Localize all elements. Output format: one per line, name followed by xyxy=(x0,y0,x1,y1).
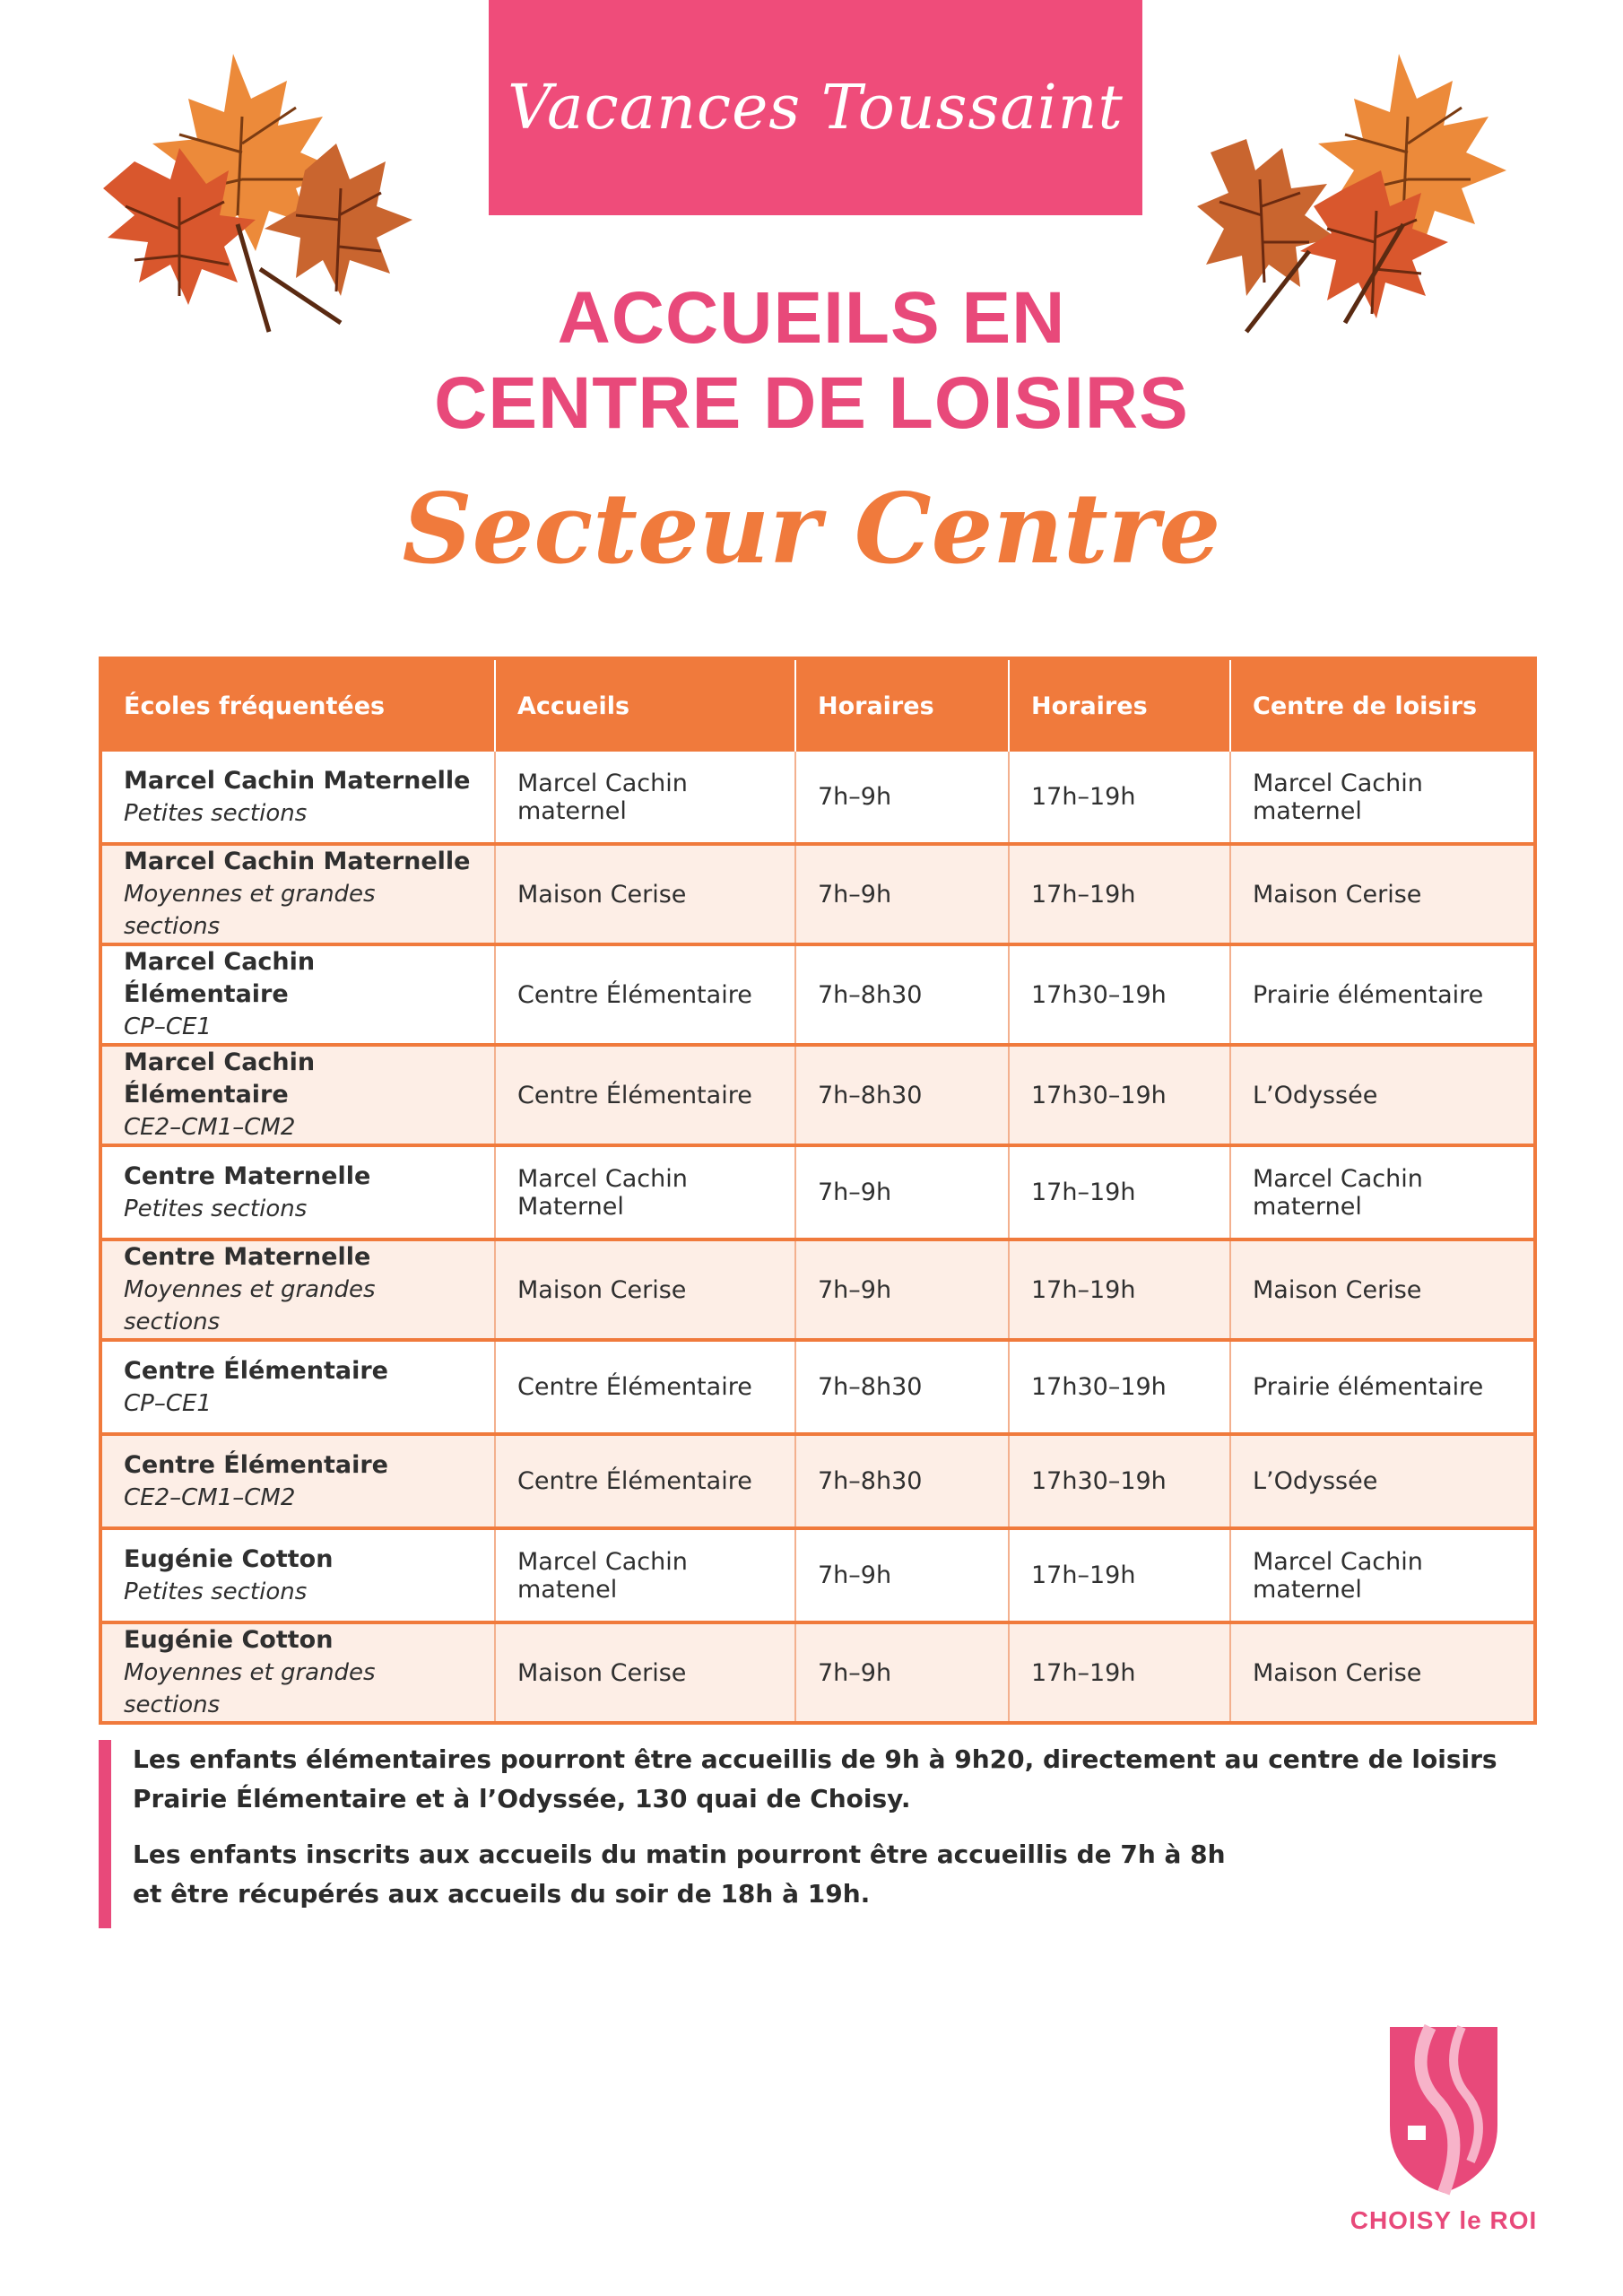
cell-centre: Marcel Cachin maternel xyxy=(1230,752,1535,844)
cell-horaire-soir: 17h–19h xyxy=(1009,1145,1230,1239)
school-section: Petites sections xyxy=(124,1578,308,1605)
banner-title: Vacances Toussaint xyxy=(508,72,1124,144)
cell-centre: Prairie élémentaire xyxy=(1230,944,1535,1045)
choisy-le-roi-logo xyxy=(1336,2018,1551,2251)
page-title-line2: CENTRE DE LOISIRS xyxy=(434,362,1189,444)
column-header-horaires-soir: Horaires xyxy=(1009,658,1230,752)
cell-school xyxy=(100,1622,495,1723)
cell-horaire-matin: 7h–8h30 xyxy=(795,1045,1009,1145)
school-section: Moyennes et grandes sections xyxy=(124,1659,376,1718)
notes-accent-bar xyxy=(99,1740,111,1928)
school-name: Centre Élémentaire xyxy=(124,1450,388,1479)
cell-horaire-soir: 17h–19h xyxy=(1009,1528,1230,1622)
cell-accueil: Maison Cerise xyxy=(495,844,795,944)
cell-accueil: Marcel Cachin maternel xyxy=(495,752,795,844)
notes-block xyxy=(99,1740,1533,1928)
cell-accueil: Centre Élémentaire xyxy=(495,944,795,1045)
cell-school xyxy=(100,944,495,1045)
cell-accueil: Centre Élémentaire xyxy=(495,1045,795,1145)
cell-horaire-matin: 7h–9h xyxy=(795,1528,1009,1622)
cell-centre: Marcel Cachin maternel xyxy=(1230,1145,1535,1239)
cell-centre: Maison Cerise xyxy=(1230,844,1535,944)
schedule-table xyxy=(99,657,1537,1725)
note-paragraph-1: Les enfants élémentaires pourront être accueillis de 9h à 9h20, directement au centre de loisirs Prairie Élémentaire et à l’Odyssée, 130 quai de Choisy. xyxy=(133,1744,1497,1813)
cell-centre: Maison Cerise xyxy=(1230,1622,1535,1723)
cell-centre: L’Odyssée xyxy=(1230,1434,1535,1528)
column-header-schools: Écoles fréquentées xyxy=(100,658,495,752)
cell-horaire-matin: 7h–9h xyxy=(795,752,1009,844)
school-name: Centre Élémentaire xyxy=(124,1356,388,1385)
school-section: CP–CE1 xyxy=(124,1013,212,1040)
school-name: Centre Maternelle xyxy=(124,1243,371,1271)
school-name: Eugénie Cotton xyxy=(124,1626,334,1654)
logo-text: CHOISY le ROI xyxy=(1350,2206,1538,2234)
banner xyxy=(489,0,1142,215)
cell-accueil: Marcel Cachin matenel xyxy=(495,1528,795,1622)
cell-horaire-soir: 17h30–19h xyxy=(1009,944,1230,1045)
school-section: CE2–CM1–CM2 xyxy=(124,1483,296,1511)
cell-school xyxy=(100,1528,495,1622)
table-row xyxy=(100,1528,1535,1622)
cell-horaire-matin: 7h–9h xyxy=(795,1239,1009,1340)
school-section: Moyennes et grandes sections xyxy=(124,1276,376,1335)
column-header-accueils: Accueils xyxy=(495,658,795,752)
school-section: Petites sections xyxy=(124,799,308,827)
school-name: Marcel Cachin Élémentaire xyxy=(124,1048,316,1109)
cell-centre: L’Odyssée xyxy=(1230,1045,1535,1145)
cell-horaire-matin: 7h–9h xyxy=(795,1622,1009,1723)
school-name: Marcel Cachin Élémentaire xyxy=(124,948,316,1008)
column-header-centre-loisirs: Centre de loisirs xyxy=(1230,658,1535,752)
cell-school xyxy=(100,1340,495,1434)
note-paragraph-2-line1: Les enfants inscrits aux accueils du matin pourront être accueillis de 7h à 8h xyxy=(133,1839,1226,1869)
cell-accueil: Centre Élémentaire xyxy=(495,1340,795,1434)
table-header-row xyxy=(100,658,1535,752)
cell-horaire-matin: 7h–9h xyxy=(795,844,1009,944)
cell-horaire-matin: 7h–9h xyxy=(795,1145,1009,1239)
cell-school xyxy=(100,1145,495,1239)
page-subtitle: Secteur Centre xyxy=(402,473,1221,586)
table-row xyxy=(100,844,1535,944)
cell-school xyxy=(100,1045,495,1145)
cell-school xyxy=(100,844,495,944)
table-row xyxy=(100,752,1535,844)
cell-horaire-matin: 7h–8h30 xyxy=(795,1340,1009,1434)
cell-horaire-matin: 7h–8h30 xyxy=(795,1434,1009,1528)
cell-school xyxy=(100,1434,495,1528)
cell-accueil: Marcel Cachin Maternel xyxy=(495,1145,795,1239)
school-name: Eugénie Cotton xyxy=(124,1544,334,1573)
school-name: Centre Maternelle xyxy=(124,1161,371,1190)
cell-centre: Marcel Cachin maternel xyxy=(1230,1528,1535,1622)
note-paragraph-2 xyxy=(133,1835,1533,1914)
cell-accueil: Maison Cerise xyxy=(495,1239,795,1340)
school-name: Marcel Cachin Maternelle xyxy=(124,766,471,795)
cell-centre: Maison Cerise xyxy=(1230,1239,1535,1340)
cell-horaire-soir: 17h30–19h xyxy=(1009,1434,1230,1528)
cell-school xyxy=(100,1239,495,1340)
table-row xyxy=(100,1239,1535,1340)
school-name: Marcel Cachin Maternelle xyxy=(124,848,471,875)
table-row xyxy=(100,1340,1535,1434)
table-row xyxy=(100,1434,1535,1528)
cell-accueil: Maison Cerise xyxy=(495,1622,795,1723)
table-row xyxy=(100,1045,1535,1145)
cell-horaire-soir: 17h30–19h xyxy=(1009,1340,1230,1434)
cell-horaire-soir: 17h–19h xyxy=(1009,1239,1230,1340)
school-section: Petites sections xyxy=(124,1195,308,1222)
cell-horaire-soir: 17h–19h xyxy=(1009,844,1230,944)
maple-leaf-icon xyxy=(1197,139,1336,296)
cell-horaire-soir: 17h–19h xyxy=(1009,1622,1230,1723)
cell-horaire-soir: 17h–19h xyxy=(1009,752,1230,844)
column-header-horaires-matin: Horaires xyxy=(795,658,1009,752)
cell-school xyxy=(100,752,495,844)
shield-icon xyxy=(1381,2018,1506,2197)
cell-horaire-soir: 17h30–19h xyxy=(1009,1045,1230,1145)
table-row xyxy=(100,1145,1535,1239)
school-section: CP–CE1 xyxy=(124,1389,212,1417)
cell-centre: Prairie élémentaire xyxy=(1230,1340,1535,1434)
cell-horaire-matin: 7h–8h30 xyxy=(795,944,1009,1045)
page-title-line1: ACCUEILS EN xyxy=(557,277,1066,359)
school-section: CE2–CM1–CM2 xyxy=(124,1114,296,1141)
note-paragraph-2-line2: et être récupérés aux accueils du soir de 18h à 19h. xyxy=(133,1879,871,1909)
cell-accueil: Centre Élémentaire xyxy=(495,1434,795,1528)
table-row xyxy=(100,1622,1535,1723)
school-section: Moyennes et grandes sections xyxy=(124,881,376,940)
table-row xyxy=(100,944,1535,1045)
